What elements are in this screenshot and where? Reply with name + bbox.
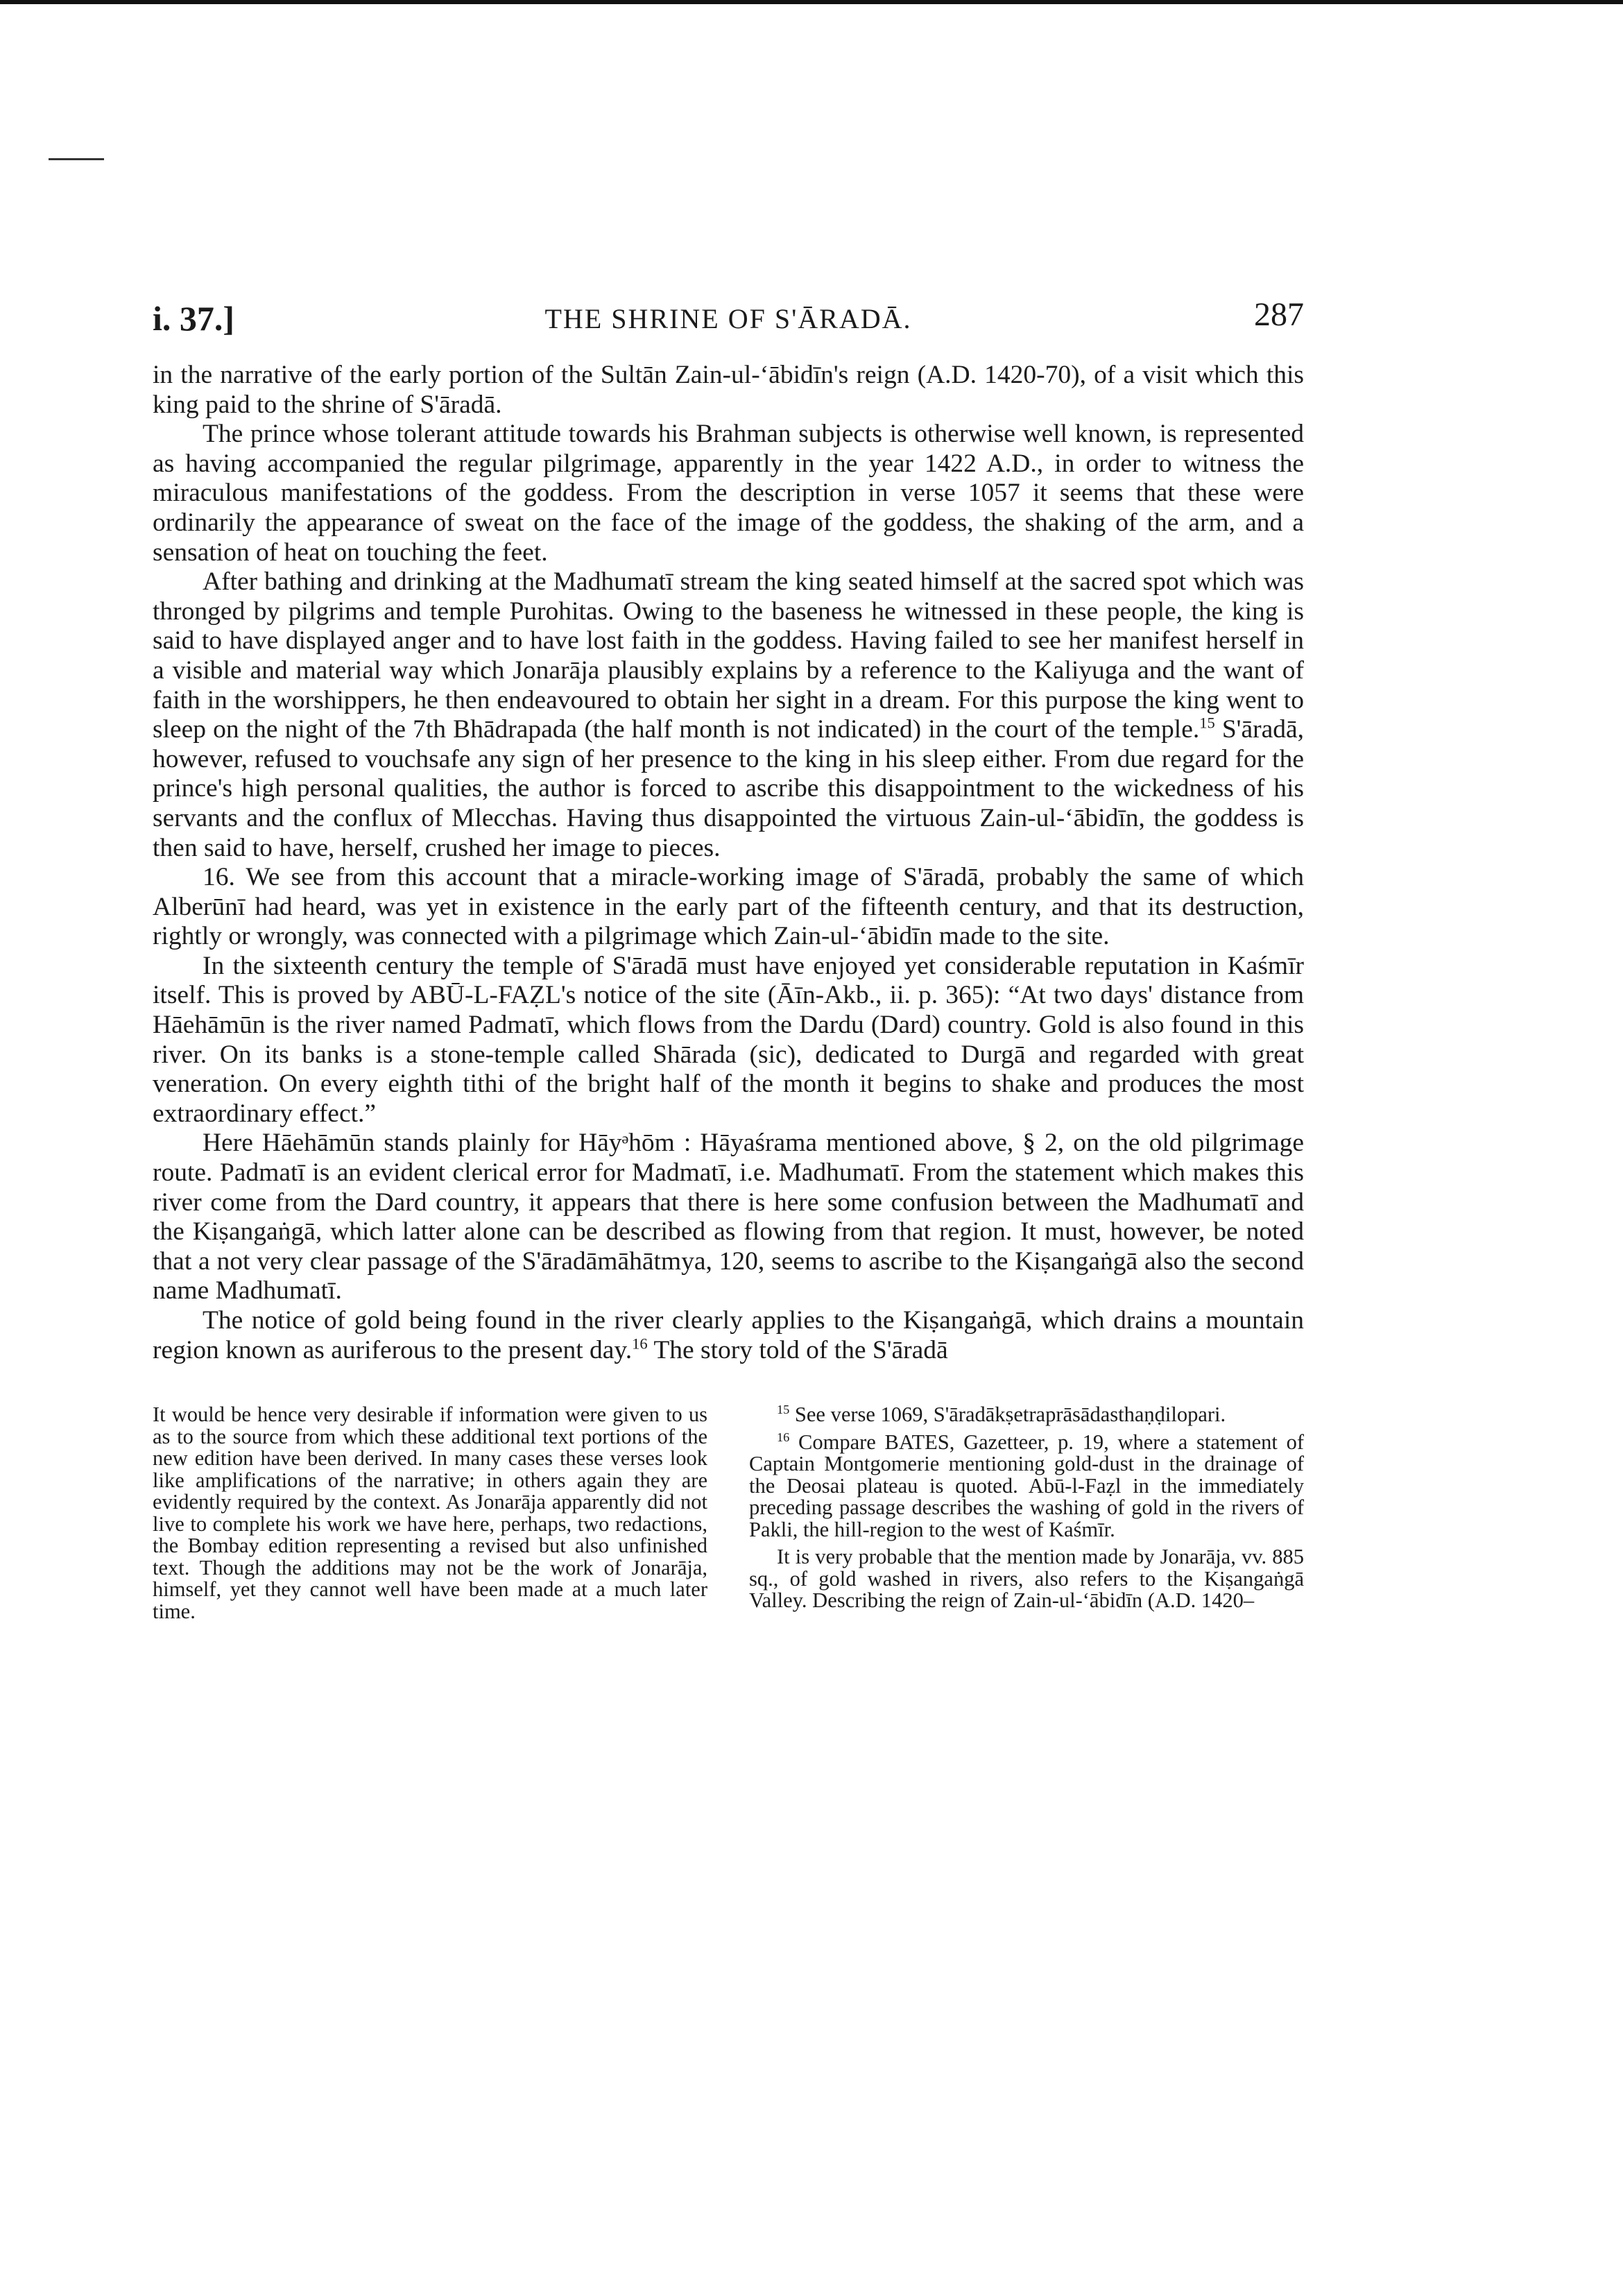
footnote: It would be hence very desirable if information were given to us as to the source from which these additional text portions of the new edition have been derived. In many cases these verses look like amplifications of the narrative; in others again they are evidently required by the context. As Jonarāja apparently did not live to complete his work we have here, perhaps, two redactions, the Bombay edition representing a revised but also unfinished text. Though the additions may not be the work of Jonarāja, himself, yet they cannot well have been made at a much later time. [153,1403,707,1623]
margin-mark [49,158,104,160]
footnote-column-right [749,1404,1304,1628]
footnote: It is very probable that the mention made by Jonarāja, vv. 885 sq., of gold washed in rivers, also refers to the Kiṣangaṅgā Valley. Describing the reign of Zain-ul-‘ābidīn (A.D. 1420– [749,1545,1304,1613]
paragraph: The notice of gold being found in the river clearly applies to the Kiṣangaṅgā, which drains a mountain region known as auriferous to the present day.$^{16}$ The story told of the S'āradā [153,1306,1304,1364]
paragraph: The prince whose tolerant attitude towards his Brahman subjects is otherwise well known, is represented as having accompanied the regular pilgrimage, apparently in the year 1422 A.D., in order to witness the miraculous manifestations of the goddess. From the description in verse 1057 it seems that these were ordinarily the appearance of sweat on the face of the image of the goddess, the shaking of the arm, and a sensation of heat on touching the feet. [153,420,1304,567]
footnote: $^{15}$ See verse 1069, S'āradākṣetraprāsādasthaṇḍilopari. [777,1403,1226,1427]
scan-top-border [0,0,1623,4]
main-text [153,361,1304,1365]
footnote-ref: 15 [1199,714,1215,732]
footnote-number: 15 [777,1403,790,1417]
paragraph: 16. We see from this account that a miracle-working image of S'āradā, probably the same of which Alberūnī had heard, was yet in existence in the early part of the fifteenth century, and that its destruction, rightly or wrongly, was connected with a pilgrimage which Zain-ul-‘ābidīn made to the site. [153,863,1304,951]
paragraph: In the sixteenth century the temple of S'āradā must have enjoyed yet considerable reputation in Kaśmīr itself. This is proved by ABŪ-L-FAẒL's notice of the site (Āīn-Akb., ii. p. 365): “At two days' distance from Hāehāmūn is the river named Padmatī, which flows from the Dardu (Dard) country. Gold is also found in this river. On its banks is a stone-temple called Shārada (sic), dedicated to Durgā and regarded with great veneration. On every eighth tithi of the bright half of the month it begins to shake and produces the most extraordinary effect.” [153,951,1304,1128]
footnote-ref: 16 [632,1335,648,1353]
section-reference: i. 37.] [153,299,235,338]
paragraph: After bathing and drinking at the Madhumatī stream the king seated himself at the sacred spot which was thronged by pilgrims and temple Purohitas. Owing to the baseness he witnessed in these people, the king is said to have displayed anger and to have lost faith in the goddess. Having failed to see her manifest herself in a visible and material way which Jonarāja plausibly explains by a reference to the Kaliyuga and the want of faith in the worshippers, he then endeavoured to obtain her sight in a dream. For this purpose the king went to sleep on the night of the 7th Bhādrapada (the half month is not indicated) in the court of the temple.$^{15}$ S'āradā, however, refused to vouchsafe any sign of her presence to the king in his sleep either. From due regard for the prince's high personal qualities, the author is forced to ascribe this disappointment to the wickedness of his servants and the conflux of Mlecchas. Having thus disappointed the virtuous Zain-ul-‘ābidīn, the goddess is then said to have, herself, crushed her image to pieces. [153,567,1304,862]
page-number: 287 [1254,296,1304,333]
footnote: $^{16}$ Compare BATES, Gazetteer, p. 19, where a statement of Captain Montgomerie mentioning gold-dust in the drainage of the Deosai plateau is quoted. Abū-l-Faẓl in the immediately preceding passage describes the washing of gold in the rivers of Pakli, the hill-region to the west of Kaśmīr. [749,1430,1304,1541]
footnote-column-left [153,1404,707,1628]
paragraph: Here Hāehāmūn stands plainly for Hāyᵊhōm : Hāyaśrama mentioned above, § 2, on the old pilgrimage route. Padmatī is an evident clerical error for Madmatī, i.e. Madhumatī. From the statement which makes this river come from the Dard country, it appears that there is here some confusion between the Madhumatī and the Kiṣangaṅgā, which latter alone can be described as flowing from that region. It must, however, be noted that a not very clear passage of the S'āradāmāhātmya, 120, seems to ascribe to the Kiṣangaṅgā also the second name Madhumatī. [153,1129,1304,1305]
document-page [153,298,1304,1628]
paragraph: in the narrative of the early portion of the Sultān Zain-ul-‘ābidīn's reign (A.D. 1420-70), of a visit which this king paid to the shrine of S'āradā. [153,361,1304,419]
footnote-number: 16 [777,1430,790,1444]
running-header [153,298,1304,361]
running-title: THE SHRINE OF S'ĀRADĀ. [544,303,912,334]
footnotes [153,1404,1304,1628]
